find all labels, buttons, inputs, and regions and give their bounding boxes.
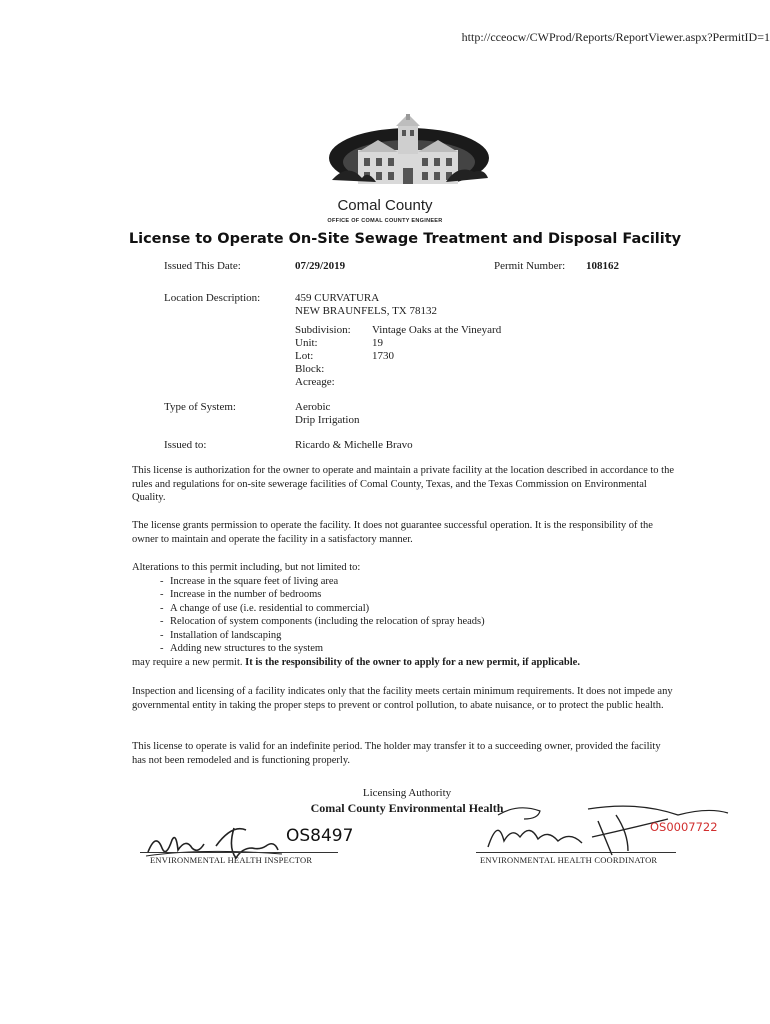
office-name: OFFICE OF COMAL COUNTY ENGINEER — [327, 218, 443, 224]
inspector-number: OS8497 — [286, 826, 354, 846]
list-item: - Adding new structures to the system — [160, 643, 324, 654]
coordinator-signature-line — [476, 852, 676, 853]
unit-label: Unit: — [295, 337, 318, 349]
report-url: http://cceocw/CWProd/Reports/ReportViewer.aspx?PermitID=1 — [461, 30, 770, 44]
validity-paragraph: This license to operate is valid for an indefinite period. The holder may transfer it to a succeeding owner, provided the facility has not been remodeled and is functioning properly. — [132, 741, 661, 766]
subdivision-label: Subdivision: — [295, 324, 351, 336]
issued-date-label: Issued This Date: — [164, 260, 241, 272]
inspector-signature-line — [140, 852, 338, 853]
authorization-paragraph: This license is authorization for the owner to operate and maintain a private facility at the location described in accordance to the rules and regulations for on-site sewerage facilities of Comal County, Texas, and the Texas Commission on Environmental Quality. — [132, 465, 674, 503]
list-item: - A change of use (i.e. residential to commercial) — [160, 602, 370, 614]
acreage-label: Acreage: — [295, 376, 335, 388]
list-item: - Increase in the number of bedrooms — [160, 589, 322, 600]
issued-date-value: 07/29/2019 — [295, 260, 346, 272]
list-item: - Installation of landscaping — [160, 629, 282, 641]
lot-value: 1730 — [372, 350, 394, 362]
block-label: Block: — [295, 363, 325, 375]
coordinator-number: OS0007722 — [650, 820, 718, 834]
county-name: Comal County — [337, 197, 433, 214]
permit-number-label: Permit Number: — [494, 260, 566, 272]
alterations-intro: Alterations to this permit including, but not limited to: — [132, 562, 361, 573]
licensing-authority-name: Comal County Environmental Health — [310, 801, 504, 815]
permit-number-value: 108162 — [586, 260, 619, 272]
system-type-label: Type of System: — [164, 401, 236, 413]
document-title: License to Operate On-Site Sewage Treatment and Disposal Facility — [128, 231, 682, 247]
address-line1: 459 CURVATURA — [295, 292, 380, 304]
alterations-list — [132, 575, 677, 656]
inspector-role: ENVIRONMENTAL HEALTH INSPECTOR — [150, 855, 313, 865]
operation-paragraph: The license grants permission to operate the facility. It does not guarantee successful operation. It is the responsibility of the owner to maintain and operate the facility in a satisfactory manner. — [132, 520, 653, 545]
alterations-closing: may require a new permit. It is the responsibility of the owner to apply for a new permit, if applicable. — [132, 656, 580, 668]
list-item: - Increase in the square feet of living area — [160, 575, 339, 587]
issued-to-value: Ricardo & Michelle Bravo — [295, 439, 413, 451]
inspection-paragraph: Inspection and licensing of a facility indicates only that the facility meets certain minimum requirements. It does not impede any governmental entity in taking the proper steps to prevent or control pollution, to abate nuisance, or to protect the public health. — [132, 686, 673, 711]
coordinator-role: ENVIRONMENTAL HEALTH COORDINATOR — [480, 855, 658, 865]
unit-value: 19 — [372, 337, 383, 349]
list-item: - Relocation of system components (including the relocation of spray heads) — [160, 616, 485, 627]
issued-to-label: Issued to: — [164, 439, 207, 451]
courthouse-logo — [328, 112, 490, 192]
location-label: Location Description: — [164, 292, 261, 304]
lot-label: Lot: — [295, 350, 314, 362]
system-type-line2: Drip Irrigation — [295, 414, 360, 426]
subdivision-value: Vintage Oaks at the Vineyard — [372, 324, 502, 336]
address-line2: NEW BRAUNFELS, TX 78132 — [295, 305, 437, 317]
licensing-authority-label: Licensing Authority — [362, 787, 452, 799]
owner-responsibility-note: It is the responsibility of the owner to apply for a new permit, if applicable. — [245, 656, 580, 668]
system-type-line1: Aerobic — [295, 401, 331, 413]
alterations-section — [132, 561, 677, 669]
